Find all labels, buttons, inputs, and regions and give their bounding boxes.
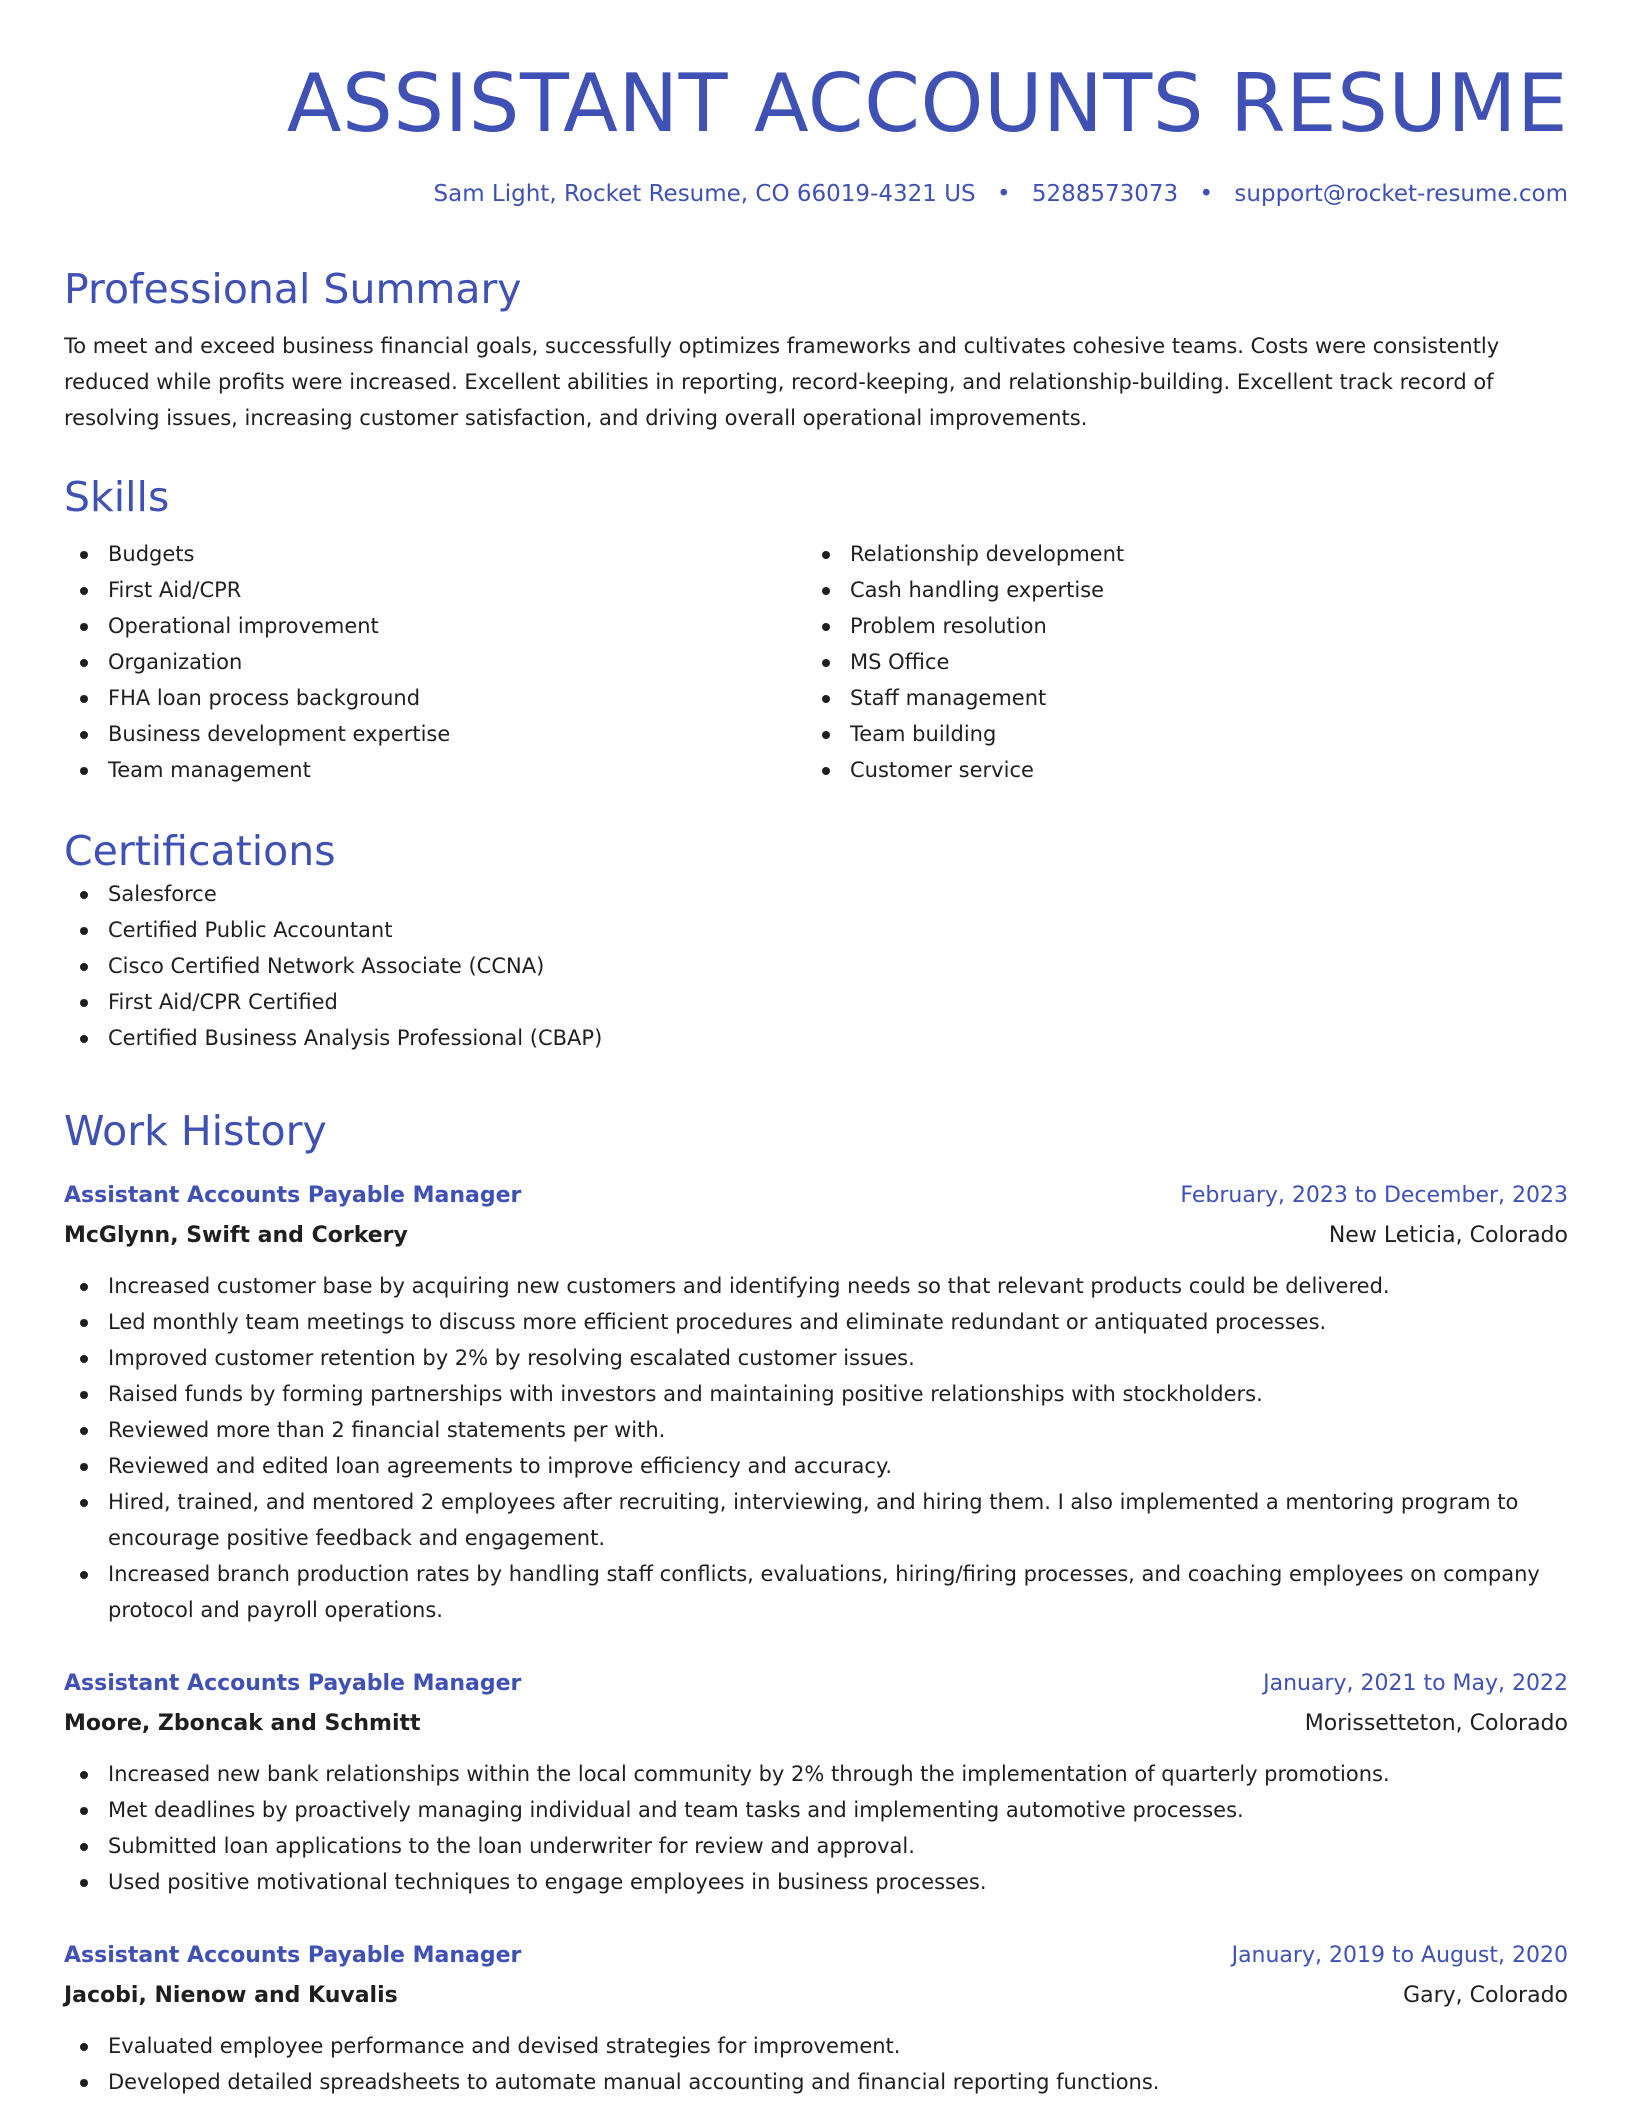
- skill-item: Team building: [806, 716, 1568, 752]
- skill-item: Relationship development: [806, 536, 1568, 572]
- skill-item: Operational improvement: [64, 608, 806, 644]
- job-bullets: [64, 1756, 1568, 1900]
- skills-columns: [64, 536, 1568, 788]
- job-bullet: Met deadlines by proactively managing individual and team tasks and implementing automotive processes.: [64, 1792, 1568, 1828]
- job-bullet: Increased customer base by acquiring new customers and identifying needs so that relevant products could be delivered.: [64, 1268, 1568, 1304]
- job-location: New Leticia, Colorado: [1328, 1223, 1568, 1248]
- certification-item: Certified Business Analysis Professional (CBAP): [64, 1020, 1568, 1056]
- skill-item: Organization: [64, 644, 806, 680]
- job-bullet: Led monthly team meetings to discuss more efficient procedures and eliminate redundant or antiquated processes.: [64, 1304, 1568, 1340]
- skill-item: Customer service: [806, 752, 1568, 788]
- job-location: Gary, Colorado: [1403, 1983, 1568, 2008]
- contact-phone: 5288573073: [1031, 181, 1179, 207]
- section-heading-skills: Skills: [64, 473, 170, 521]
- skill-item: Team management: [64, 752, 806, 788]
- resume-title: ASSISTANT ACCOUNTS RESUME: [286, 57, 1568, 150]
- resume-page: [64, 0, 1568, 2094]
- job-title: Assistant Accounts Payable Manager: [64, 1943, 522, 1968]
- skills-section: [64, 472, 1568, 788]
- certification-item: First Aid/CPR Certified: [64, 984, 1568, 1020]
- skill-item: Cash handling expertise: [806, 572, 1568, 608]
- section-heading-certifications: Certifications: [64, 827, 336, 875]
- summary-text: To meet and exceed business financial goals, successfully optimizes frameworks and cultivates cohesive teams. Costs were consistently reduced while profits were increased. Excellent abilities in reporting, record-keeping, and relationship-building. Excellent track record of resolving issues, increasing customer satisfaction, and driving overall operational improvements.: [64, 334, 1500, 430]
- job-location: Morissetteton, Colorado: [1304, 1711, 1568, 1736]
- skill-item: Problem resolution: [806, 608, 1568, 644]
- job-bullets: [64, 2028, 1568, 2100]
- job-dates: February, 2023 to December, 2023: [1180, 1183, 1568, 1208]
- job-bullet: Evaluated employee performance and devised strategies for improvement.: [64, 2028, 1568, 2064]
- skill-item: FHA loan process background: [64, 680, 806, 716]
- professional-summary-section: [64, 264, 1568, 457]
- job-company: Jacobi, Nienow and Kuvalis: [64, 1983, 398, 2008]
- job-header-row: [64, 1936, 1568, 1976]
- skill-item: Staff management: [806, 680, 1568, 716]
- job-dates: January, 2021 to May, 2022: [1263, 1671, 1568, 1696]
- job-company-row: [64, 1216, 1568, 1256]
- job-bullet: Reviewed more than 2 financial statements per with.: [64, 1412, 1568, 1448]
- job-bullet: Improved customer retention by 2% by resolving escalated customer issues.: [64, 1340, 1568, 1376]
- job-company-row: [64, 1976, 1568, 2016]
- certification-item: Cisco Certified Network Associate (CCNA): [64, 948, 1568, 984]
- job-bullet: Used positive motivational techniques to engage employees in business processes.: [64, 1864, 1568, 1900]
- contact-separator: •: [996, 181, 1011, 207]
- job-header-row: [64, 1176, 1568, 1216]
- job-bullets: [64, 1268, 1568, 1628]
- job-title: Assistant Accounts Payable Manager: [64, 1183, 522, 1208]
- job-entry: [64, 1176, 1568, 1628]
- job-bullet: Developed detailed spreadsheets to automate manual accounting and financial reporting functions.: [64, 2064, 1568, 2100]
- contact-line: [64, 178, 1568, 210]
- job-bullet: Hired, trained, and mentored 2 employees after recruiting, interviewing, and hiring them. I also implemented a mentoring program to encourage positive feedback and engagement.: [64, 1484, 1568, 1556]
- skill-item: Budgets: [64, 536, 806, 572]
- contact-separator: •: [1199, 181, 1214, 207]
- job-header-row: [64, 1664, 1568, 1704]
- job-title: Assistant Accounts Payable Manager: [64, 1671, 522, 1696]
- job-bullet: Increased new bank relationships within the local community by 2% through the implementation of quarterly promotions.: [64, 1756, 1568, 1792]
- work-history-section: [64, 1106, 1568, 2094]
- skill-item: Business development expertise: [64, 716, 806, 752]
- section-heading-summary: Professional Summary: [64, 265, 522, 313]
- job-company: Moore, Zboncak and Schmitt: [64, 1711, 421, 1736]
- job-dates: January, 2019 to August, 2020: [1231, 1943, 1568, 1968]
- certification-item: Certified Public Accountant: [64, 912, 1568, 948]
- job-entry: [64, 1664, 1568, 1900]
- skills-list-right: [806, 536, 1568, 788]
- job-entry: [64, 1936, 1568, 2100]
- certifications-list: [64, 876, 1568, 1056]
- contact-email: support@rocket-resume.com: [1234, 181, 1568, 207]
- skill-item: First Aid/CPR: [64, 572, 806, 608]
- job-bullet: Reviewed and edited loan agreements to improve efficiency and accuracy.: [64, 1448, 1568, 1484]
- certifications-section: [64, 826, 1568, 1056]
- contact-address: Sam Light, Rocket Resume, CO 66019-4321 US: [433, 181, 976, 207]
- section-heading-work-history: Work History: [64, 1107, 327, 1155]
- job-company: McGlynn, Swift and Corkery: [64, 1223, 408, 1248]
- skill-item: MS Office: [806, 644, 1568, 680]
- certification-item: Salesforce: [64, 876, 1568, 912]
- job-bullet: Submitted loan applications to the loan underwriter for review and approval.: [64, 1828, 1568, 1864]
- job-bullet: Raised funds by forming partnerships with investors and maintaining positive relationships with stockholders.: [64, 1376, 1568, 1412]
- job-company-row: [64, 1704, 1568, 1744]
- skills-list-left: [64, 536, 806, 788]
- job-bullet: Increased branch production rates by handling staff conflicts, evaluations, hiring/firing processes, and coaching employees on company protocol and payroll operations.: [64, 1556, 1568, 1628]
